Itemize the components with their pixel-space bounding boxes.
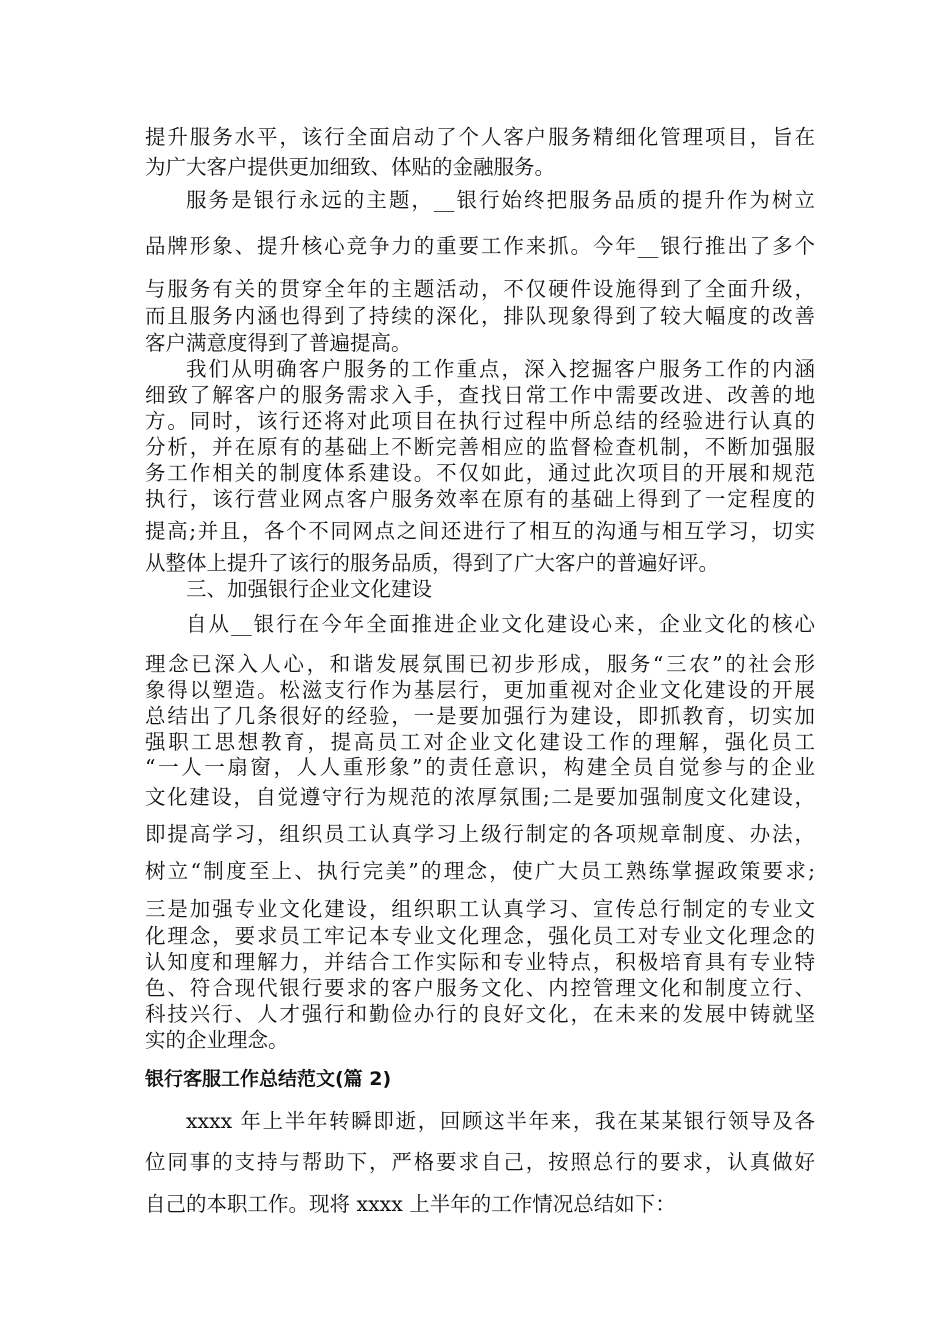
text-line: 与服务有关的贯穿全年的主题活动，不仅硬件设施得到了全面升级，	[145, 277, 815, 301]
text-line: 即提高学习，组织员工认真学习上级行制定的各项规章制度、办法，	[145, 822, 815, 846]
text-line: 为广大客户提供更加细致、体贴的金融服务。	[145, 155, 555, 179]
text-line: 品牌形象、提升核心竞争力的重要工作来抓。今年__银行推出了多个	[145, 234, 815, 258]
article-heading: 银行客服工作总结范文(篇 2)	[145, 1068, 392, 1090]
text-line: 执行，该行营业网点客户服务效率在原有的基础上得到了一定程度的	[145, 487, 815, 511]
text-line: 化理念，要求员工牢记本专业文化理念，强化员工对专业文化理念的	[145, 924, 815, 948]
text-line: 而且服务内涵也得到了持续的深化，排队现象得到了较大幅度的改善	[145, 304, 815, 328]
text-line: xxxx 年上半年转瞬即逝，回顾这半年来，我在某某银行领导及各	[186, 1109, 815, 1133]
text-line: 分析，并在原有的基础上不断完善相应的监督检查机制，不断加强服	[145, 435, 815, 459]
text-line: 从整体上提升了该行的服务品质，得到了广大客户的普遍好评。	[145, 551, 719, 575]
text-line: “一人一扇窗，人人重形象”的责任意识，构建全员自觉参与的企业	[145, 755, 815, 779]
text-line: 色、符合现代银行要求的客户服务文化、内控管理文化和制度立行、	[145, 976, 815, 1000]
text-line: 方。同时，该行还将对此项目在执行过程中所总结的经验进行认真的	[145, 409, 815, 433]
text-line: 提高;并且，各个不同网点之间还进行了相互的沟通与相互学习，切实	[145, 519, 815, 543]
text-line: 象得以塑造。松滋支行作为基层行，更加重视对企业文化建设的开展	[145, 678, 815, 702]
text-line: 提升服务水平，该行全面启动了个人客户服务精细化管理项目，旨在	[145, 125, 815, 149]
section-heading: 三、加强银行企业文化建设	[186, 577, 432, 601]
text-line: 文化建设，自觉遵守行为规范的浓厚氛围;二是要加强制度文化建设，	[145, 785, 815, 809]
text-line: 客户满意度得到了普遍提高。	[145, 331, 412, 355]
text-line: 位同事的支持与帮助下，严格要求自己，按照总行的要求，认真做好	[145, 1150, 815, 1174]
text-line: 自己的本职工作。现将 xxxx 上半年的工作情况总结如下：	[145, 1192, 676, 1216]
text-line: 务工作相关的制度体系建设。不仅如此，通过此次项目的开展和规范	[145, 461, 815, 485]
text-line: 实的企业理念。	[145, 1028, 289, 1052]
text-line: 服务是银行永远的主题，__银行始终把服务品质的提升作为树立	[186, 188, 815, 212]
text-line: 科技兴行、人才强行和勤俭办行的良好文化，在未来的发展中铸就坚	[145, 1002, 815, 1026]
text-line: 树立“制度至上、执行完美”的理念，使广大员工熟练掌握政策要求;	[145, 859, 815, 883]
text-line: 认知度和理解力，并结合工作实际和专业特点，积极培育具有专业特	[145, 950, 815, 974]
text-line: 细致了解客户的服务需求入手，查找日常工作中需要改进、改善的地	[145, 383, 815, 407]
text-line: 三是加强专业文化建设，组织职工认真学习、宣传总行制定的专业文	[145, 897, 815, 921]
text-line: 总结出了几条很好的经验，一是要加强行为建设，即抓教育，切实加	[145, 704, 815, 728]
text-line: 我们从明确客户服务的工作重点，深入挖掘客户服务工作的内涵	[186, 357, 815, 381]
text-line: 理念已深入人心，和谐发展氛围已初步形成，服务“三农”的社会形	[145, 652, 815, 676]
text-line: 自从__银行在今年全面推进企业文化建设心来，企业文化的核心	[186, 612, 815, 636]
text-line: 强职工思想教育，提高员工对企业文化建设工作的理解，强化员工	[145, 730, 815, 754]
